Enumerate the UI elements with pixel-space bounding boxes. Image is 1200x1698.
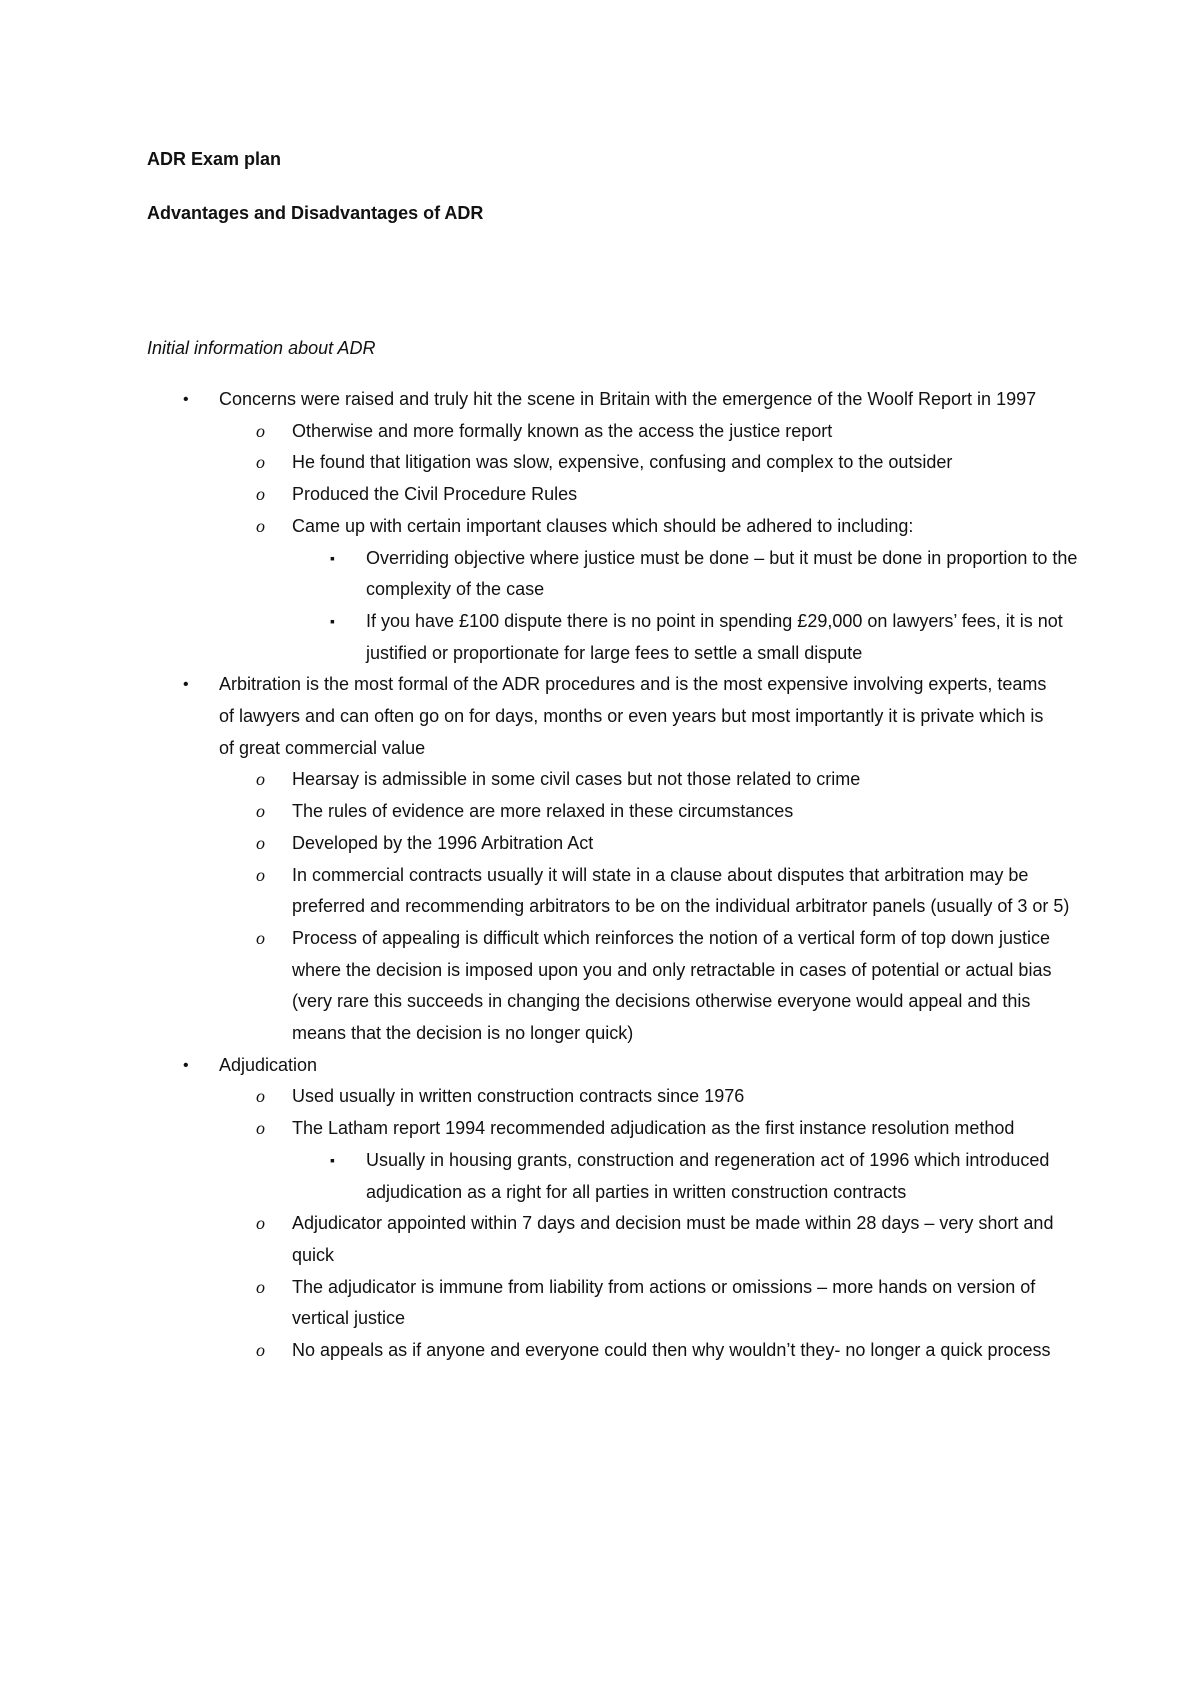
- list-item-text: Developed by the 1996 Arbitration Act: [292, 832, 594, 853]
- list-item: [0, 1208, 1082, 1271]
- bullet-circle-icon: o: [256, 1118, 265, 1139]
- bullet-circle-icon: o: [256, 1086, 265, 1107]
- list-item-text: Otherwise and more formally known as the access the justice report: [292, 420, 833, 441]
- document-title: ADR Exam plan: [147, 149, 282, 169]
- bullet-circle-icon: o: [256, 1276, 265, 1297]
- nested-bullet-list: [292, 543, 1082, 670]
- list-item: [0, 1081, 1082, 1113]
- bullet-circle-icon: o: [256, 832, 265, 853]
- bullet-circle-icon: o: [256, 452, 265, 473]
- list-item-text: He found that litigation was slow, expensive, confusing and complex to the outsider: [292, 452, 953, 473]
- list-item-text: Usually in housing grants, construction and regeneration act of 1996 which introduced adjudication as a right for all parties in written construction contracts: [366, 1149, 1050, 1202]
- nested-bullet-list: [219, 1081, 1059, 1366]
- bullet-circle-icon: o: [256, 420, 265, 441]
- bullet-dot-icon: •: [183, 1056, 189, 1074]
- bullet-square-icon: ▪: [330, 612, 335, 629]
- bullet-circle-icon: o: [256, 1213, 265, 1234]
- list-item-text: Hearsay is admissible in some civil cases but not those related to crime: [292, 769, 861, 790]
- list-item-text: The adjudicator is immune from liability from actions or omissions – more hands on version of vertical justice: [292, 1276, 1036, 1329]
- bullet-circle-icon: o: [256, 801, 265, 822]
- bullet-dot-icon: •: [183, 676, 189, 694]
- list-item-text: The rules of evidence are more relaxed in these circumstances: [292, 801, 794, 822]
- list-item: [0, 796, 1082, 828]
- list-item: [0, 1272, 1082, 1335]
- bullet-circle-icon: o: [256, 769, 265, 790]
- list-item-text: Used usually in written construction contracts since 1976: [292, 1086, 745, 1107]
- list-item: [0, 764, 1082, 796]
- list-item-text: The Latham report 1994 recommended adjudication as the first instance resolution method: [292, 1118, 1015, 1139]
- list-item-text: If you have £100 dispute there is no point in spending £29,000 on lawyers’ fees, it is not justified or proportionate for large fees to settle a small dispute: [366, 610, 1063, 663]
- list-item: [0, 669, 1070, 1049]
- list-item: [0, 1050, 1059, 1367]
- list-item: [0, 543, 1082, 606]
- list-item: [0, 923, 1082, 1050]
- bullet-square-icon: ▪: [330, 549, 335, 566]
- list-item-text: In commercial contracts usually it will state in a clause about disputes that arbitration may be preferred and recommending arbitrators to be on the individual arbitrator panels (usually of 3 or 5): [292, 864, 1070, 917]
- list-item: [0, 479, 1082, 511]
- document-subtitle: Advantages and Disadvantages of ADR: [147, 203, 484, 223]
- bullet-dot-icon: •: [183, 391, 189, 408]
- nested-bullet-list: [219, 416, 1078, 670]
- section-title: Initial information about ADR: [147, 338, 376, 358]
- list-item-text: Came up with certain important clauses which should be adhered to including:: [292, 515, 914, 536]
- list-item: [0, 1145, 1082, 1208]
- list-item-text: Arbitration is the most formal of the ADR procedures and is the most expensive involving experts, teams of lawyers and can often go on for days, months or even years but most importantly it is private which is of great commercial value: [219, 674, 1047, 758]
- list-item: [0, 606, 1082, 669]
- list-item-text: Overriding objective where justice must be done – but it must be done in proportion to the complexity of the case: [366, 547, 1078, 600]
- bullet-circle-icon: o: [256, 515, 265, 536]
- list-item: [0, 828, 1082, 860]
- list-item: [0, 860, 1082, 923]
- list-item: [0, 1113, 1082, 1208]
- list-item-text: No appeals as if anyone and everyone could then why wouldn’t they- no longer a quick process: [292, 1340, 1051, 1361]
- bullet-circle-icon: o: [256, 484, 265, 505]
- list-item-text: Concerns were raised and truly hit the scene in Britain with the emergence of the Woolf Report in 1997: [219, 389, 1037, 409]
- list-item: [0, 416, 1082, 448]
- list-item-text: Process of appealing is difficult which reinforces the notion of a vertical form of top down justice where the decision is imposed upon you and only retractable in cases of potential or actual bias (very rare this succeeds in changing the decisions otherwise everyone would appeal and this means that the decision is no longer quick): [292, 927, 1052, 1044]
- bullet-square-icon: ▪: [330, 1151, 335, 1168]
- bullet-list: [0, 384, 1200, 1367]
- list-item-text: Adjudication: [219, 1054, 318, 1075]
- list-item: [0, 511, 1082, 670]
- notes-body: [0, 384, 1200, 1367]
- list-item: [0, 447, 1082, 479]
- list-item: [0, 384, 1078, 669]
- list-item: [0, 1335, 1082, 1367]
- bullet-circle-icon: o: [256, 864, 265, 885]
- bullet-circle-icon: o: [256, 927, 265, 948]
- list-item-text: Produced the Civil Procedure Rules: [292, 484, 578, 505]
- nested-bullet-list: [292, 1145, 1082, 1208]
- nested-bullet-list: [219, 764, 1070, 1049]
- list-item-text: Adjudicator appointed within 7 days and decision must be made within 28 days – very short and quick: [292, 1213, 1054, 1265]
- bullet-circle-icon: o: [256, 1340, 265, 1361]
